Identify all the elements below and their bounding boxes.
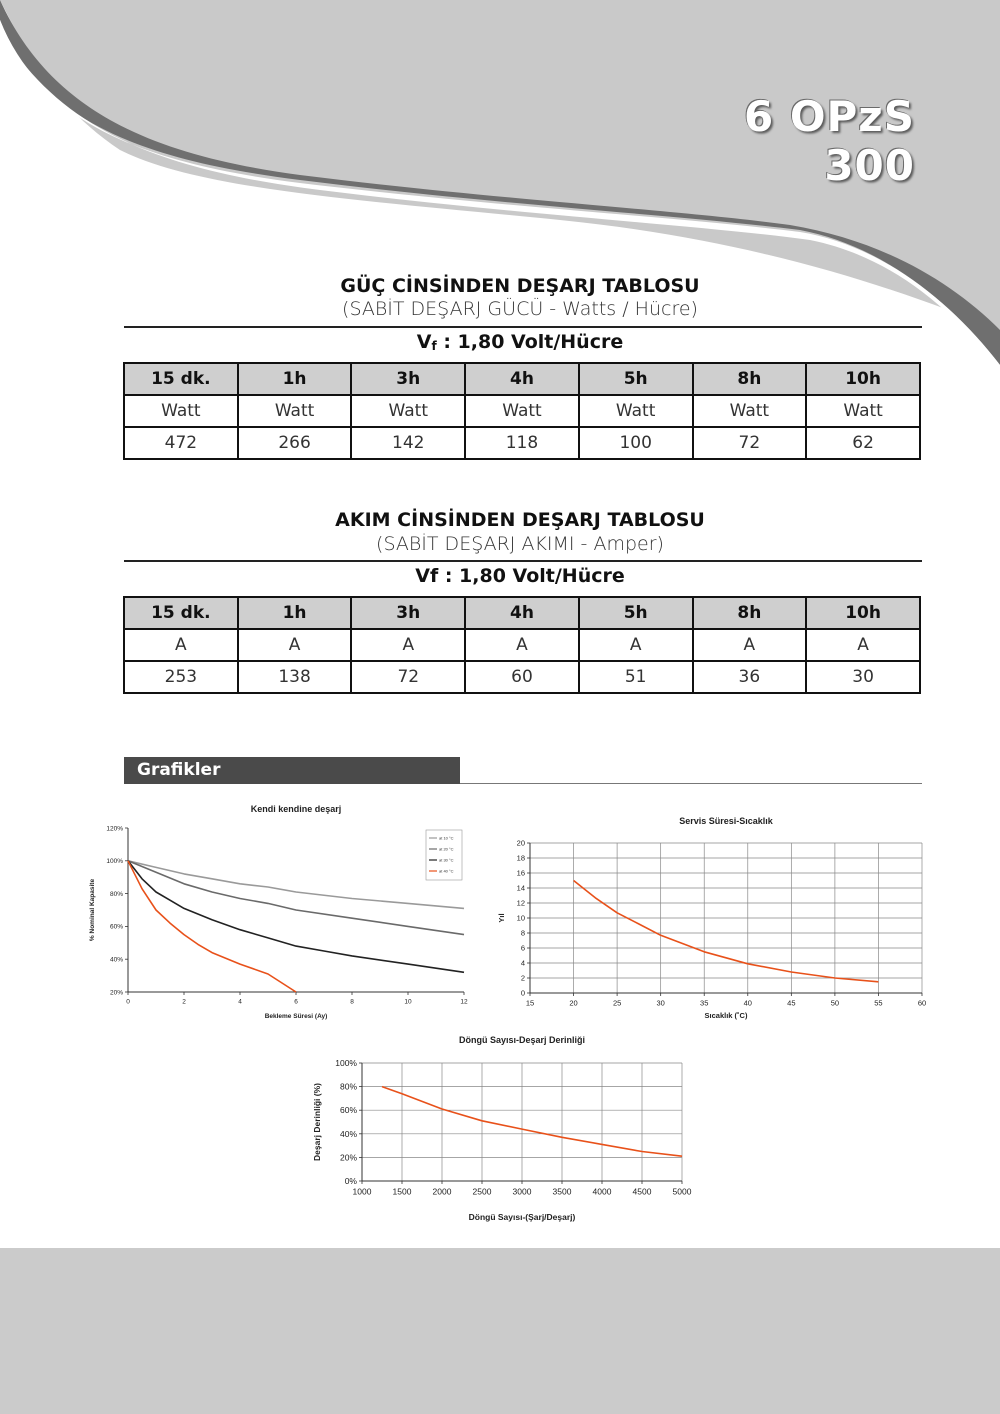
x-tick-label: 12: [460, 998, 468, 1006]
legend-label: at 40 °C: [439, 868, 454, 874]
unit-cell: A: [351, 629, 465, 661]
x-tick-label: 3500: [552, 1186, 572, 1197]
column-header: 4h: [465, 597, 579, 629]
legend-label: at 10 °C: [439, 835, 454, 841]
x-tick-label: 1000: [352, 1186, 372, 1197]
value-cell: 30: [806, 661, 920, 693]
x-tick-label: 40: [743, 998, 752, 1008]
unit-cell: A: [806, 629, 920, 661]
value-cell: 266: [238, 427, 352, 459]
power-discharge-table: [123, 362, 921, 460]
x-tick-label: 30: [656, 998, 665, 1008]
column-header: 1h: [238, 597, 352, 629]
x-tick-label: 4: [238, 998, 242, 1006]
unit-cell: Watt: [465, 395, 579, 427]
value-cell: 100: [579, 427, 693, 459]
column-header: 3h: [351, 363, 465, 395]
column-header: 15 dk.: [124, 363, 238, 395]
unit-cell: Watt: [124, 395, 238, 427]
unit-cell: A: [238, 629, 352, 661]
value-cell: 118: [465, 427, 579, 459]
series-line: [128, 861, 464, 909]
x-axis-label: Sıcaklık (˚C): [704, 1011, 748, 1020]
column-header: 15 dk.: [124, 597, 238, 629]
x-tick-label: 0: [126, 998, 130, 1006]
series-line: [128, 861, 296, 992]
table-header-row: [124, 363, 920, 395]
power-table-title: GÜÇ CİNSİNDEN DEŞARJ TABLOSU: [340, 275, 700, 297]
power-table-subtitle: (SABİT DEŞARJ GÜCÜ - Watts / Hücre): [342, 298, 698, 320]
y-tick-label: 80%: [109, 890, 123, 898]
table-row-units: [124, 629, 920, 661]
y-tick-label: 12: [516, 898, 525, 908]
x-tick-label: 50: [830, 998, 840, 1008]
vf-suffix: : 1,80 Volt/Hücre: [436, 331, 624, 353]
current-table-vf: Vf : 1,80 Volt/Hücre: [415, 565, 625, 587]
power-table-rule: [124, 326, 922, 328]
graphs-section-rule: [460, 783, 922, 784]
column-header: 10h: [806, 597, 920, 629]
current-table-rule: [124, 560, 922, 562]
chart-title: Kendi kendine deşarj: [250, 804, 342, 814]
value-cell: 72: [693, 427, 807, 459]
y-tick-label: 0%: [344, 1175, 357, 1186]
unit-cell: A: [465, 629, 579, 661]
unit-cell: A: [579, 629, 693, 661]
series-line: [574, 881, 879, 982]
x-tick-label: 4500: [632, 1186, 652, 1197]
cycle-life-chart: [300, 1030, 710, 1230]
x-tick-label: 2000: [432, 1186, 452, 1197]
value-cell: 62: [806, 427, 920, 459]
graphs-section-label: Grafikler: [137, 760, 221, 780]
table-header-row: [124, 597, 920, 629]
x-tick-label: 3000: [512, 1186, 532, 1197]
x-tick-label: 5000: [672, 1186, 692, 1197]
column-header: 3h: [351, 597, 465, 629]
y-tick-label: 40%: [109, 956, 123, 964]
y-tick-label: 0: [520, 988, 525, 998]
x-tick-label: 1500: [392, 1186, 412, 1197]
x-tick-label: 6: [294, 998, 298, 1006]
table-row-values: [124, 427, 920, 459]
value-cell: 72: [351, 661, 465, 693]
column-header: 8h: [693, 597, 807, 629]
x-axis-label: Döngü Sayısı-(Şarj/Deşarj): [468, 1212, 576, 1222]
x-tick-label: 4000: [592, 1186, 612, 1197]
x-tick-label: 8: [350, 998, 354, 1006]
y-tick-label: 100%: [106, 858, 123, 866]
y-tick-label: 120%: [106, 825, 123, 833]
y-tick-label: 20%: [339, 1152, 357, 1163]
x-tick-label: 55: [874, 998, 883, 1008]
x-tick-label: 2500: [472, 1186, 492, 1197]
value-cell: 253: [124, 661, 238, 693]
x-tick-label: 2: [182, 998, 186, 1006]
column-header: 8h: [693, 363, 807, 395]
value-cell: 472: [124, 427, 238, 459]
series-line: [128, 861, 464, 973]
value-cell: 138: [238, 661, 352, 693]
y-tick-label: 6: [520, 943, 525, 953]
current-table-subtitle: (SABİT DEŞARJ AKIMI - Amper): [376, 533, 664, 555]
y-tick-label: 80%: [339, 1081, 357, 1092]
chart-title: Servis Süresi-Sıcaklık: [679, 816, 773, 826]
y-tick-label: 10: [516, 913, 525, 923]
unit-cell: Watt: [806, 395, 920, 427]
current-discharge-table: [123, 596, 921, 694]
y-tick-label: 16: [516, 868, 525, 878]
vf-prefix: V: [416, 331, 432, 353]
y-tick-label: 20%: [109, 989, 123, 997]
x-tick-label: 45: [787, 998, 796, 1008]
unit-cell: Watt: [238, 395, 352, 427]
y-tick-label: 14: [516, 883, 525, 893]
x-tick-label: 60: [917, 998, 927, 1008]
legend-label: at 20 °C: [439, 846, 454, 852]
series-line: [382, 1087, 682, 1157]
column-header: 10h: [806, 363, 920, 395]
power-table-vf: [120, 331, 920, 353]
vf-subscript: f: [431, 339, 437, 353]
x-tick-label: 20: [569, 998, 578, 1008]
y-tick-label: 60%: [339, 1105, 357, 1116]
column-header: 1h: [238, 363, 352, 395]
y-tick-label: 100%: [335, 1057, 357, 1068]
column-header: 5h: [579, 597, 693, 629]
value-cell: 51: [579, 661, 693, 693]
y-tick-label: 8: [520, 928, 525, 938]
y-tick-label: 60%: [109, 923, 123, 931]
x-axis-label: Bekleme Süresi (Ay): [264, 1013, 328, 1020]
x-tick-label: 35: [700, 998, 709, 1008]
value-cell: 60: [465, 661, 579, 693]
y-tick-label: 2: [520, 973, 525, 983]
y-axis-label: Yıl: [497, 913, 506, 923]
y-tick-label: 18: [516, 853, 525, 863]
x-tick-label: 15: [525, 998, 535, 1008]
footer-band: [0, 1248, 1000, 1414]
legend-label: at 30 °C: [439, 857, 454, 863]
unit-cell: Watt: [351, 395, 465, 427]
table-row-values: [124, 661, 920, 693]
y-axis-label: % Nominal Kapasite: [89, 878, 96, 942]
service-life-chart: [490, 810, 940, 1025]
column-header: 4h: [465, 363, 579, 395]
unit-cell: Watt: [579, 395, 693, 427]
y-tick-label: 40%: [339, 1128, 357, 1139]
unit-cell: A: [124, 629, 238, 661]
y-tick-label: 20: [516, 838, 525, 848]
y-tick-label: 4: [520, 958, 525, 968]
chart-title: Döngü Sayısı-Deşarj Derinliği: [458, 1035, 586, 1045]
current-table-title: AKIM CİNSİNDEN DEŞARJ TABLOSU: [335, 509, 705, 531]
unit-cell: Watt: [693, 395, 807, 427]
product-title: 6 OPzS 300: [743, 92, 915, 190]
value-cell: 36: [693, 661, 807, 693]
self-discharge-chart: [80, 800, 480, 1030]
table-row-units: [124, 395, 920, 427]
unit-cell: A: [693, 629, 807, 661]
value-cell: 142: [351, 427, 465, 459]
y-axis-label: Deşarj Derinliği (%): [312, 1083, 322, 1161]
x-tick-label: 10: [404, 998, 412, 1006]
column-header: 5h: [579, 363, 693, 395]
x-tick-label: 25: [612, 998, 622, 1008]
